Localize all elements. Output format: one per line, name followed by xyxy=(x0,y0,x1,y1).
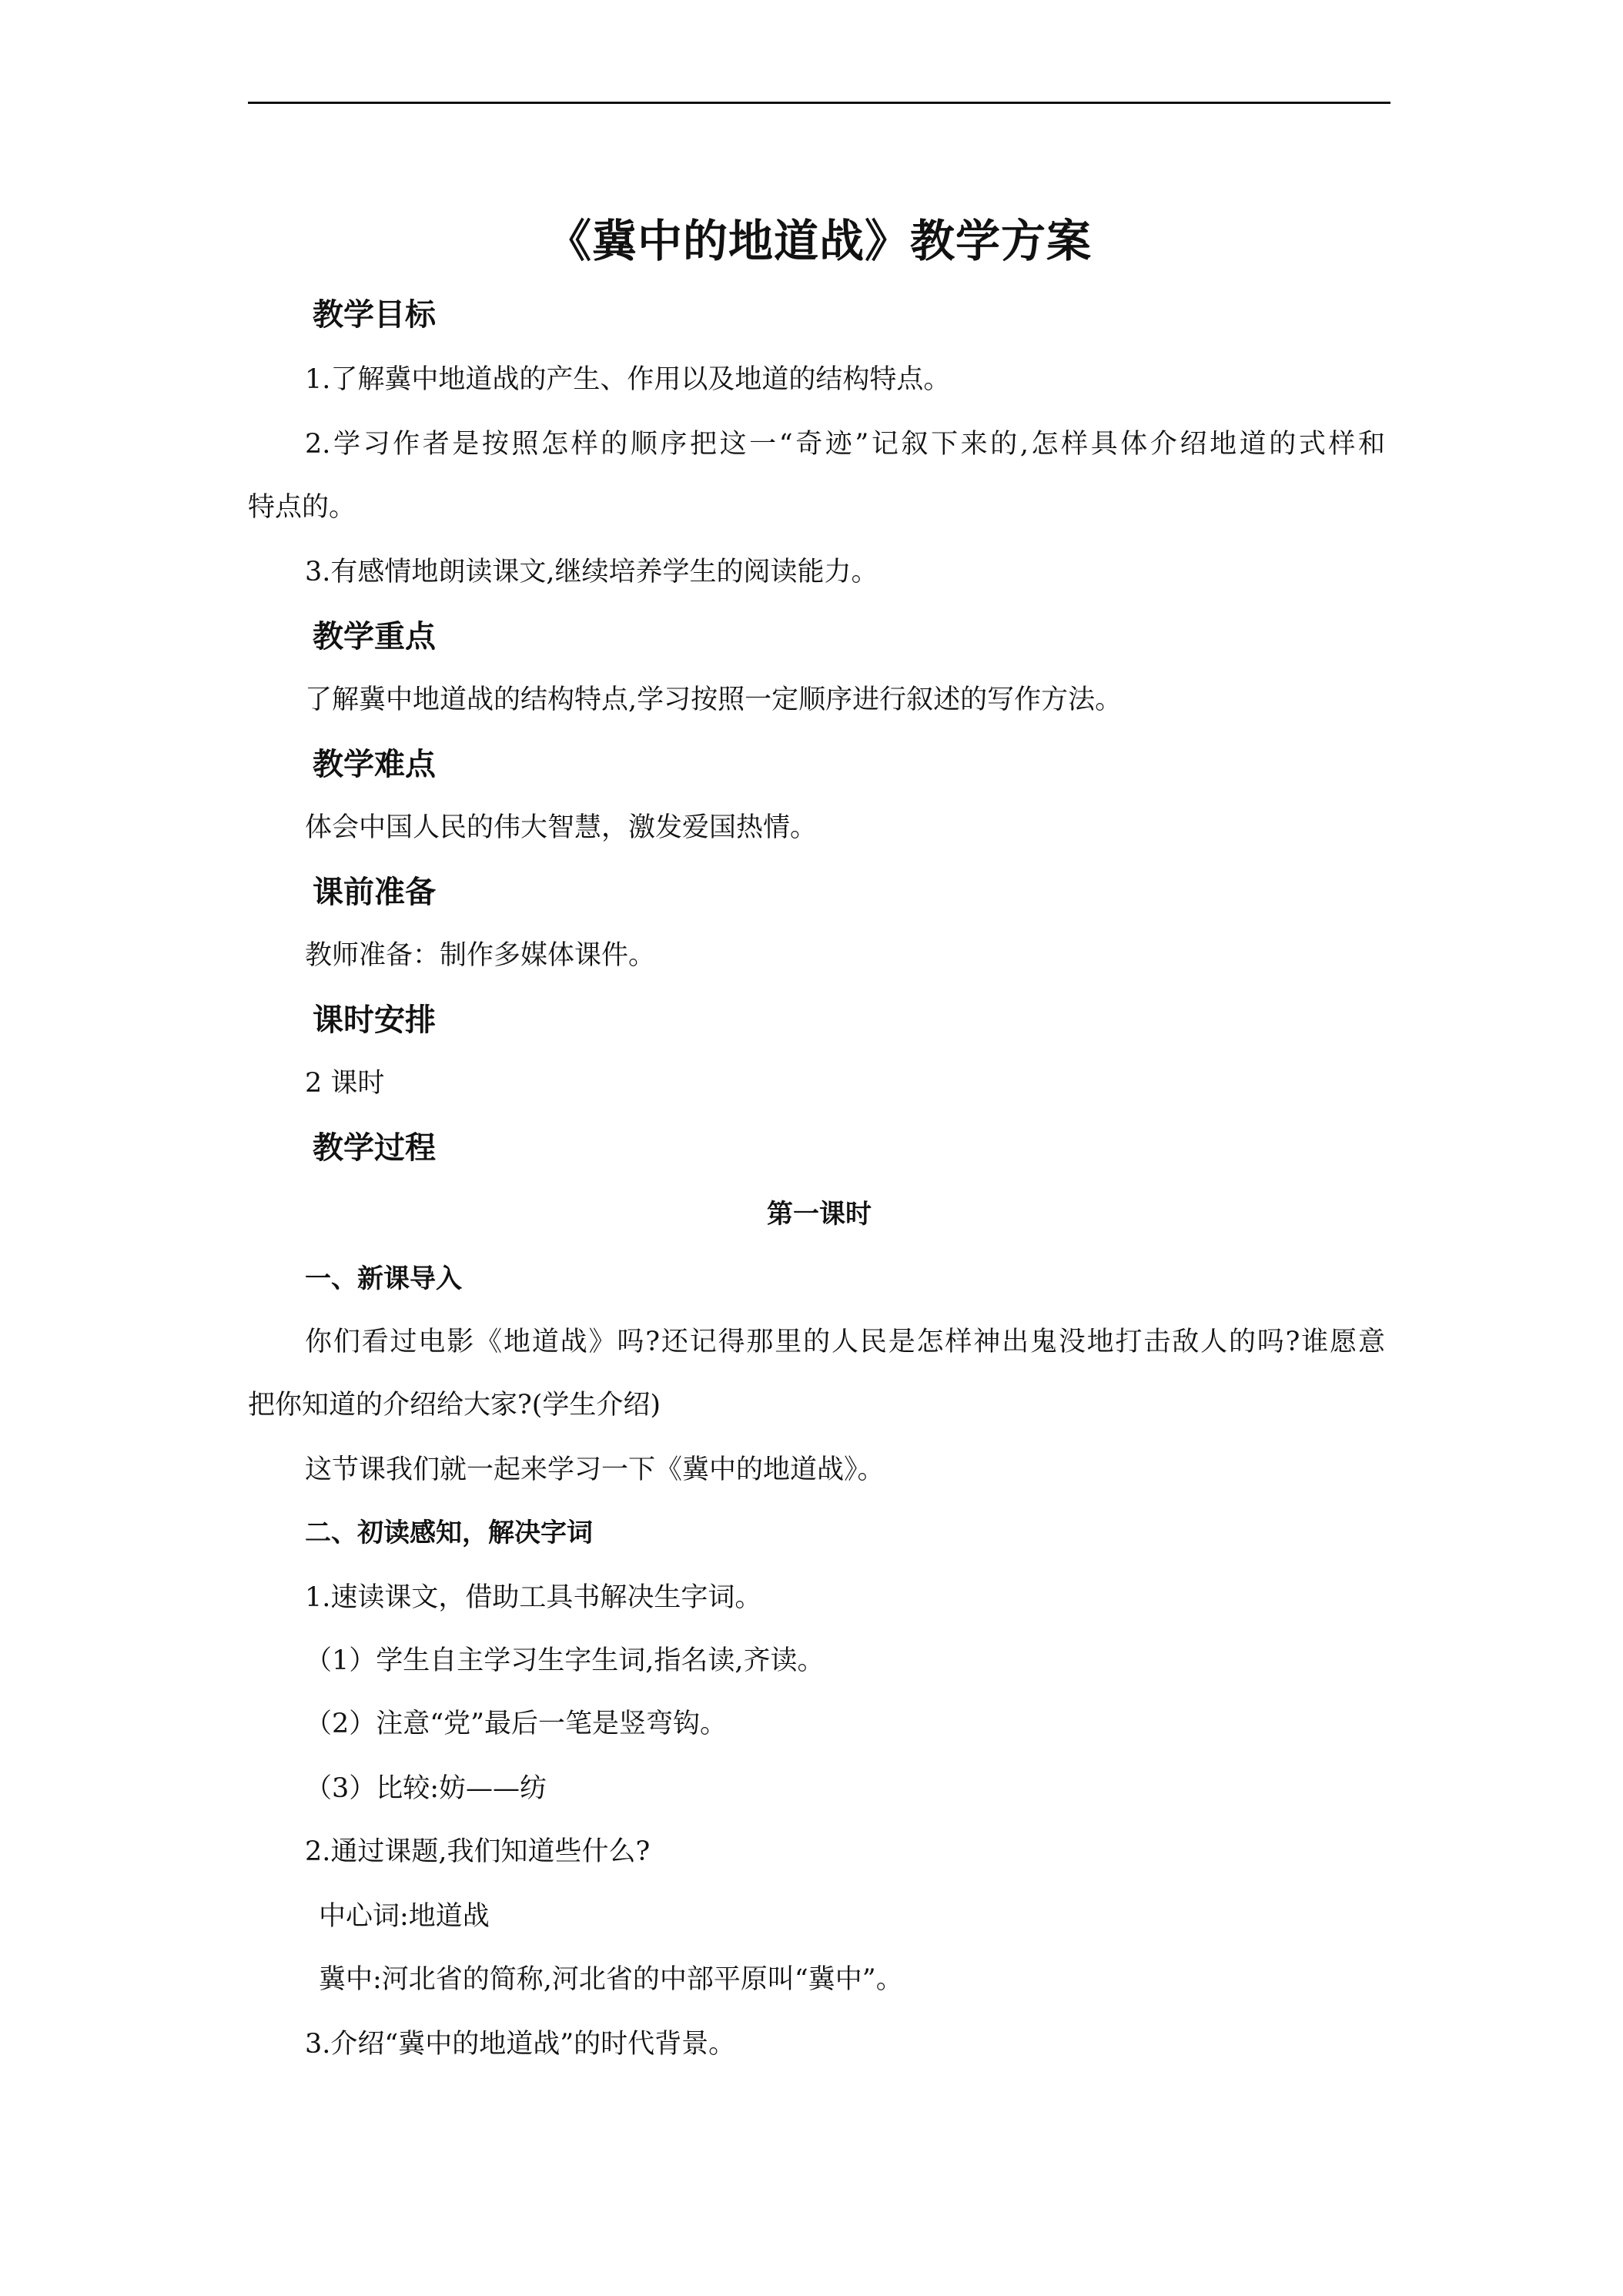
part-1-paragraph-1-line-2: 把你知道的介绍给大家?(学生介绍) xyxy=(248,1390,661,1421)
part-2-subitem-1: （1）学生自主学习生字生词,指名读,齐读。 xyxy=(305,1645,825,1676)
part-2-note-2: 冀中:河北省的简称,河北省的中部平原叫“冀中”。 xyxy=(319,1964,903,1995)
difficulties-text: 体会中国人民的伟大智慧，激发爱国热情。 xyxy=(305,812,818,843)
objective-item-3: 3.有感情地朗读课文,继续培养学生的阅读能力。 xyxy=(305,557,878,587)
part-1-paragraph-2: 这节课我们就一起来学习一下《冀中的地道战》。 xyxy=(305,1454,885,1485)
section-heading-key-points: 教学重点 xyxy=(313,619,436,654)
schedule-text: 2 课时 xyxy=(305,1068,385,1099)
part-2-heading: 二、初读感知，解决字词 xyxy=(305,1518,593,1548)
page-title: 《冀中的地道战》教学方案 xyxy=(546,215,1092,267)
section-heading-objectives: 教学目标 xyxy=(313,297,436,333)
part-2-item-3: 3.介绍“冀中的地道战”的时代背景。 xyxy=(305,2029,736,2060)
part-2-item-1: 1.速读课文，借助工具书解决生字词。 xyxy=(305,1582,762,1613)
part-2-item-2: 2.通过课题,我们知道些什么? xyxy=(305,1836,651,1867)
header-rule xyxy=(248,102,1390,104)
part-2-subitem-2: （2）注意“党”最后一笔是竖弯钩。 xyxy=(305,1709,728,1739)
section-heading-preparation: 课前准备 xyxy=(313,875,436,910)
objective-item-2-line-2: 特点的。 xyxy=(248,492,356,523)
key-points-text: 了解冀中地道战的结构特点,学习按照一定顺序进行叙述的写作方法。 xyxy=(305,684,1123,715)
lesson-title: 第一课时 xyxy=(767,1199,872,1230)
section-heading-schedule: 课时安排 xyxy=(313,1002,436,1038)
part-1-paragraph-1-line-1: 你们看过电影《地道战》吗?还记得那里的人民是怎样神出鬼没地打击敌人的吗?谁愿意 xyxy=(305,1327,1385,1357)
part-2-subitem-3: （3）比较:妨——纺 xyxy=(305,1773,547,1804)
part-2-note-1: 中心词:地道战 xyxy=(319,1901,490,1932)
part-1-heading: 一、新课导入 xyxy=(305,1263,462,1294)
section-heading-difficulties: 教学难点 xyxy=(313,747,436,782)
objective-item-1: 1.了解冀中地道战的产生、作用以及地道的结构特点。 xyxy=(305,364,951,395)
preparation-text: 教师准备：制作多媒体课件。 xyxy=(305,940,656,971)
section-heading-process: 教学过程 xyxy=(313,1130,436,1166)
objective-item-2-line-1: 2.学习作者是按照怎样的顺序把这一“奇迹”记叙下来的,怎样具体介绍地道的式样和 xyxy=(305,429,1385,460)
